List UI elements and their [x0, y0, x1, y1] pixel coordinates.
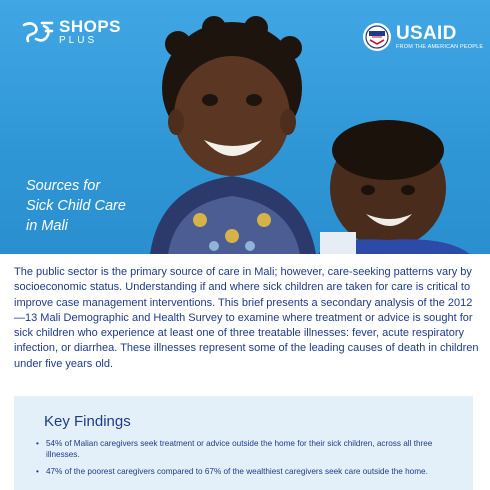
shops-plus-logo-mark-icon: [22, 19, 54, 45]
document-title-line: in Mali: [26, 218, 68, 234]
shops-plus-logo: [22, 18, 121, 46]
shops-logo-sub: PLUS: [59, 35, 98, 46]
usaid-logo-name: USAID: [396, 22, 457, 44]
document-title: [26, 176, 166, 236]
document-title-line: Sick Child Care: [26, 198, 126, 214]
key-findings-panel: [14, 396, 473, 490]
intro-paragraph: The public sector is the primary source of care in Mali; however, care-seeking patterns vary by socioeconomic status. Understanding if and where sick children are taken for care is critical to improve case management interventions. This brief presents a secondary analysis of the 2012—13 Mali Demographic and Health Survey to examine where treatment or advice is sought for sick children who experience at least one of three treatable illnesses: fever, acute respiratory infection, or diarrhea. These illnesses represent some of the leading causes of death in children under five years old.: [14, 266, 479, 370]
usaid-logo-tagline: FROM THE AMERICAN PEOPLE: [396, 43, 484, 50]
key-finding-item: • 54% of Malian caregivers seek treatment or advice outside the home for their sick children, across all three illnesses.: [34, 438, 454, 460]
key-findings-title: Key Findings: [44, 413, 131, 430]
usaid-logo: [362, 22, 483, 52]
key-findings-list: [34, 438, 454, 483]
usaid-seal-icon: [362, 22, 392, 52]
shops-logo-name: SHOPS: [59, 17, 122, 36]
key-finding-item: • 47% of the poorest caregivers compared to 67% of the wealthiest caregivers seek care outside the home.: [34, 466, 454, 477]
document-title-line: Sources for: [26, 178, 101, 194]
